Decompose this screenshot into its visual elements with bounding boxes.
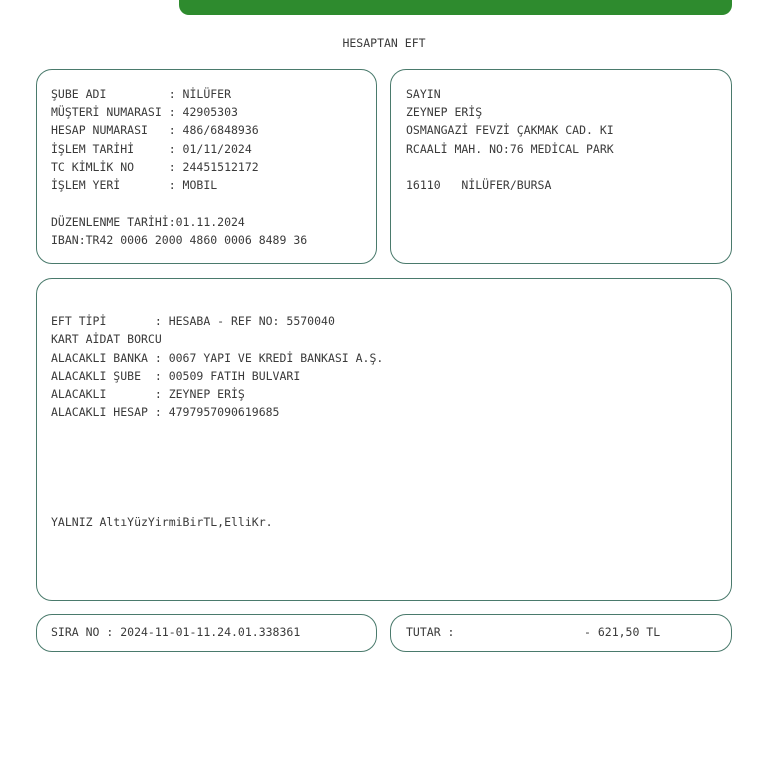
amount-label: TUTAR : <box>406 625 455 639</box>
receiver-branch-line: ALACAKLI ŞUBE : 00509 FATIH BULVARI <box>51 369 301 383</box>
branch-name-line: ŞUBE ADI : NİLÜFER <box>51 87 232 101</box>
transaction-details-box <box>36 278 732 601</box>
account-number-line: HESAP NUMARASI : 486/6848936 <box>51 123 259 137</box>
receiver-account-line: ALACAKLI HESAP : 4797957090619685 <box>51 405 280 419</box>
brand-banner <box>179 0 732 15</box>
description-line: KART AİDAT BORCU <box>51 332 162 346</box>
tc-id-line: TC KİMLİK NO : 24451512172 <box>51 160 259 174</box>
eft-type-line: EFT TİPİ : HESABA - REF NO: 5570040 <box>51 314 335 328</box>
amount-value: - 621,50 TL <box>584 625 661 639</box>
address-line-1: OSMANGAZİ FEVZİ ÇAKMAK CAD. KI <box>406 123 614 137</box>
customer-number-line: MÜŞTERİ NUMARASI : 42905303 <box>51 105 238 119</box>
postal-city-line: 16110 NİLÜFER/BURSA <box>406 178 552 192</box>
recipient-address-box <box>390 69 732 264</box>
sequence-number: SIRA NO : 2024-11-01-11.24.01.338361 <box>51 625 301 639</box>
address-line-2: RCAALİ MAH. NO:76 MEDİCAL PARK <box>406 142 614 156</box>
receiver-name-line: ALACAKLI : ZEYNEP ERİŞ <box>51 387 245 401</box>
account-info-box <box>36 69 377 264</box>
receiver-bank-line: ALACAKLI BANKA : 0067 YAPI VE KREDİ BANKASI A.Ş. <box>51 351 384 365</box>
transaction-place-line: İŞLEM YERİ : MOBIL <box>51 178 218 192</box>
document-title: HESAPTAN EFT <box>342 36 426 50</box>
sequence-number-box <box>36 614 377 652</box>
salutation-line: SAYIN <box>406 87 441 101</box>
iban-line: IBAN:TR42 0006 2000 4860 0006 8489 36 <box>51 233 308 247</box>
amount-in-words-line: YALNIZ AltıYüzYirmiBirTL,ElliKr. <box>51 515 273 529</box>
customer-name-line: ZEYNEP ERİŞ <box>406 105 483 119</box>
amount-box <box>390 614 732 652</box>
issue-date-line: DÜZENLENME TARİHİ:01.11.2024 <box>51 215 245 229</box>
transaction-date-line: İŞLEM TARİHİ : 01/11/2024 <box>51 142 252 156</box>
